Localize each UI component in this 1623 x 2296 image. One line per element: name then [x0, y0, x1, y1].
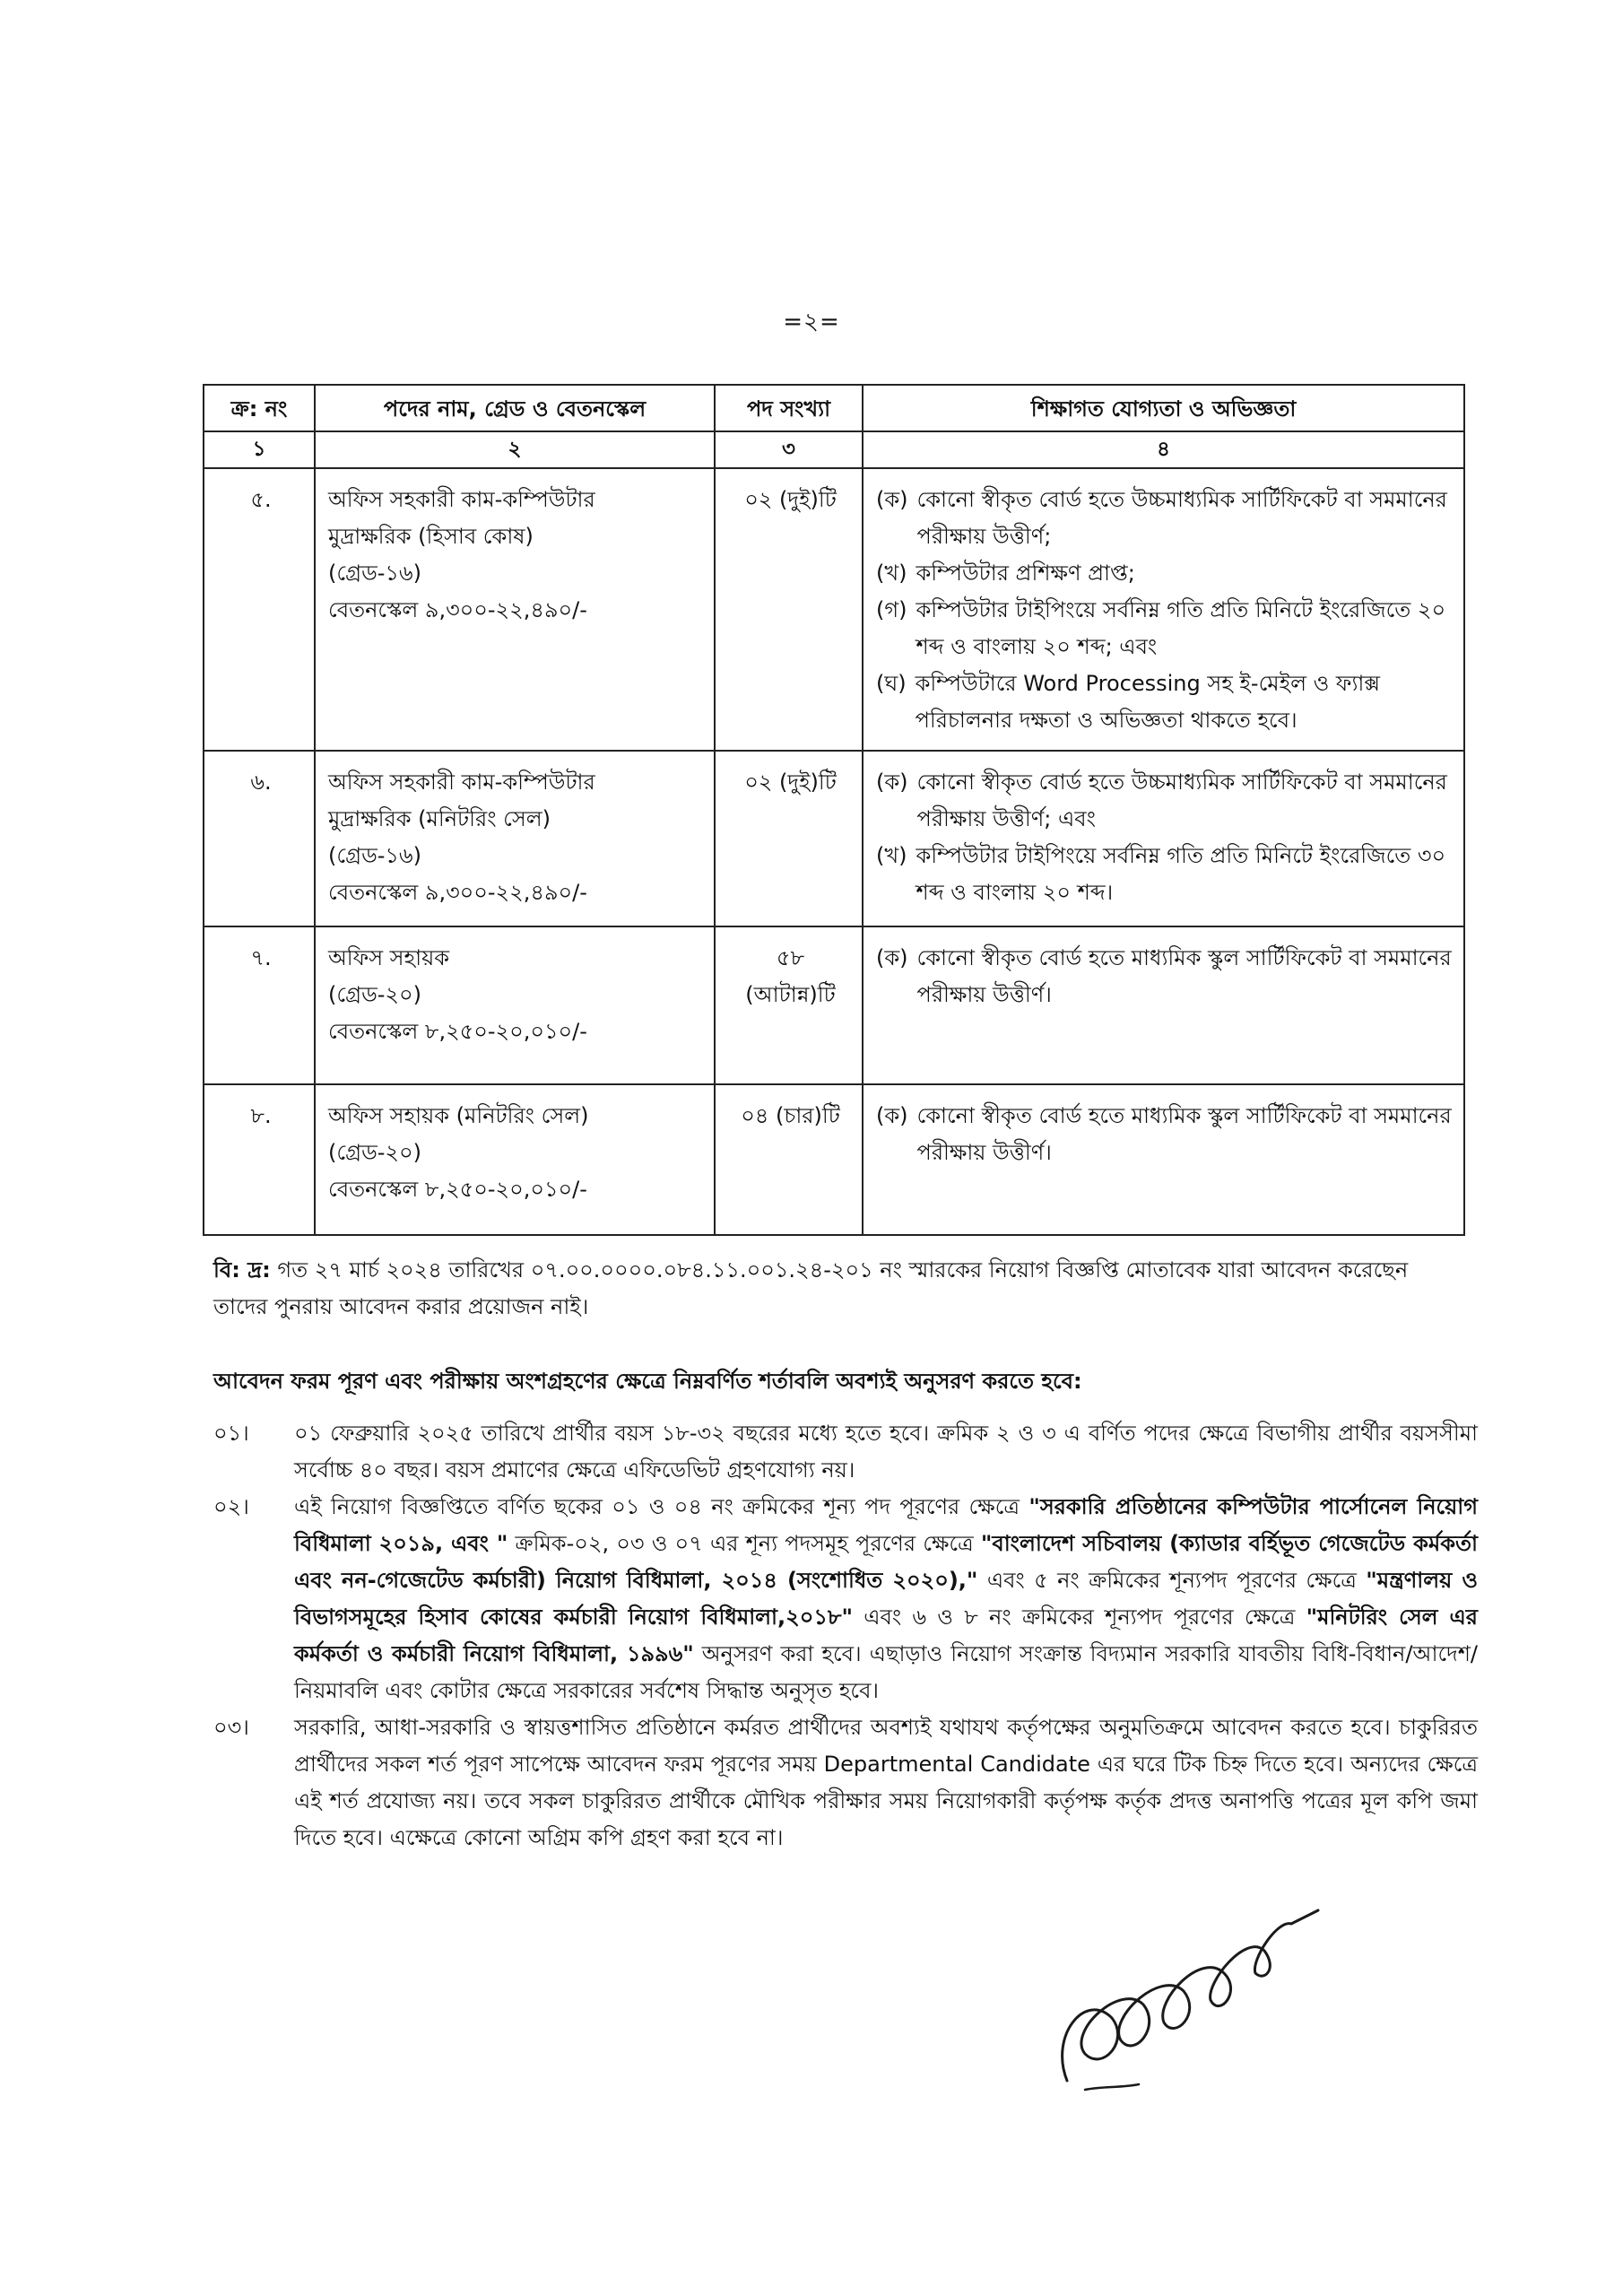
footnote-label: বি: দ্র: — [213, 1257, 271, 1283]
condition-text-part: এবং ৫ নং ক্রমিকের শূন্যপদ পূরণের ক্ষেত্রে — [977, 1568, 1367, 1593]
qualification-item — [876, 555, 1454, 592]
condition-text-part: ক্রমিক-০২, ০৩ ও ০৭ এর শূন্য পদসমূহ পূরণের ক্ষেত্রে — [508, 1531, 981, 1556]
condition-text — [294, 1489, 1478, 1709]
qualification-item — [876, 592, 1454, 665]
post-cell — [315, 751, 715, 926]
column-number-row — [204, 431, 1464, 468]
condition-number: ০৩। — [213, 1715, 249, 1740]
grade-line: (গ্রেড-২০) — [328, 1140, 421, 1165]
column-number: ১ — [204, 431, 315, 468]
condition-item — [213, 1489, 1478, 1709]
handwritten-signature — [1049, 1883, 1336, 2099]
qualification-marker: (গ) — [876, 597, 907, 622]
count-cell — [715, 468, 863, 751]
count-cell — [715, 751, 863, 926]
post-name-line: মুদ্রাক্ষরিক (হিসাব কোষ) — [328, 524, 534, 549]
condition-number: ০১। — [213, 1421, 249, 1446]
pay-scale-line: বেতনস্কেল ৯,৩০০-২২,৪৯০/- — [328, 880, 587, 905]
post-name-line: অফিস সহকারী কাম-কম্পিউটার — [328, 770, 595, 795]
post-count: ০২ (দুই)টি — [744, 770, 837, 795]
footnote-text: গত ২৭ মার্চ ২০২৪ তারিখের ০৭.০০.০০০০.০৮৪.১১.০০১.২৪-২০১ নং স্মারকের নিয়োগ বিজ্ঞপ্তি মোতাবেক যারা আবেদন করেছেন তাদের পুনরায় আবেদন করার প্রয়োজন নাই। — [213, 1257, 1409, 1319]
qualification-marker: (ক) — [876, 1103, 908, 1128]
posts-table — [203, 384, 1465, 1236]
post-count: ৫৮ — [776, 945, 805, 970]
page-number: =২= — [783, 309, 840, 335]
pay-scale-line: বেতনস্কেল ৮,২৫০-২০,০১০/- — [328, 1177, 587, 1202]
post-cell — [315, 1084, 715, 1235]
conditions-list — [213, 1415, 1478, 1857]
rule-name: "সরকারি প্রতিষ্ঠানের কম্পিউটার পার্সোনেল নিয়োগ বিধিমালা ২০১৯, এবং " — [294, 1494, 1478, 1556]
condition-text-part: এবং ৬ ও ৮ নং ক্রমিকের শূন্যপদ পূরণের ক্ষেত্রে — [852, 1605, 1306, 1630]
qualification-marker: (ক) — [876, 770, 908, 795]
qualification-marker: (খ) — [876, 561, 907, 586]
post-name-line: অফিস সহায়ক (মনিটরিং সেল) — [328, 1103, 589, 1128]
post-cell — [315, 926, 715, 1084]
post-count-words: (আটান্ন)টি — [745, 982, 836, 1007]
condition-text-part: এই নিয়োগ বিজ্ঞপ্তিতে বর্ণিত ছকের ০১ ও ০৪ নং ক্রমিকের শূন্য পদ পূরণের ক্ষেত্রে — [294, 1494, 1029, 1519]
column-number: ২ — [315, 431, 715, 468]
grade-line: (গ্রেড-১৬) — [328, 561, 421, 586]
count-cell — [715, 1084, 863, 1235]
qualification-item — [876, 764, 1454, 838]
qualification-cell — [863, 926, 1464, 1084]
column-number: ৪ — [863, 431, 1464, 468]
condition-item — [213, 1415, 1478, 1489]
table-row — [204, 751, 1464, 926]
rule-name: "বাংলাদেশ সচিবালয় (ক্যাডার বর্হিভূত গেজেটেড কর্মকর্তা এবং নন-গেজেটেড কর্মচারী) নিয়োগ বিধিমালা, ২০১৪ (সংশোধিত ২০২০)," — [294, 1531, 1478, 1593]
pay-scale-line: বেতনস্কেল ৮,২৫০-২০,০১০/- — [328, 1019, 587, 1044]
qualification-text: কোনো স্বীকৃত বোর্ড হতে উচ্চমাধ্যমিক সার্টিফিকেট বা সমমানের পরীক্ষায় উত্তীর্ণ; — [916, 487, 1447, 549]
qualification-item — [876, 665, 1454, 739]
qualification-text: কম্পিউটার প্রশিক্ষণ প্রাপ্ত; — [916, 561, 1135, 586]
condition-item — [213, 1709, 1478, 1857]
conditions-heading: আবেদন ফরম পূরণ এবং পরীক্ষায় অংশগ্রহণের ক্ষেত্রে নিম্নবর্ণিত শর্তাবলি অবশ্যই অনুসরণ করতে হবে: — [213, 1369, 1082, 1394]
condition-number: ০২। — [213, 1494, 249, 1519]
qualification-item — [876, 1098, 1454, 1171]
qualification-item — [876, 940, 1454, 1013]
post-cell — [315, 468, 715, 751]
footnote — [213, 1252, 1469, 1326]
header-serial: ক্র: নং — [204, 385, 315, 431]
qualification-marker: (খ) — [876, 843, 907, 868]
qualification-text: কোনো স্বীকৃত বোর্ড হতে মাধ্যমিক স্কুল সার্টিফিকেট বা সমমানের পরীক্ষায় উত্তীর্ণ। — [916, 945, 1452, 1007]
qualification-cell — [863, 1084, 1464, 1235]
condition-text-part: অনুসরণ করা হবে। এছাড়াও নিয়োগ সংক্রান্ত বিদ্যমান সরকারি যাবতীয় বিধি-বিধান/আদেশ/নিয়মাবলি এবং কোটার ক্ষেত্রে সরকারের সর্বশেষ সিদ্ধান্ত অনুসৃত হবে। — [294, 1641, 1478, 1703]
post-count: ০২ (দুই)টি — [744, 487, 837, 512]
post-name-line: মুদ্রাক্ষরিক (মনিটরিং সেল) — [328, 806, 551, 831]
qualification-marker: (ক) — [876, 487, 908, 512]
qualification-marker: (ঘ) — [876, 671, 907, 696]
header-count: পদ সংখ্যা — [715, 385, 863, 431]
post-name-line: অফিস সহায়ক — [328, 945, 450, 970]
grade-line: (গ্রেড-২০) — [328, 982, 421, 1007]
qualification-marker: (ক) — [876, 945, 908, 970]
qualification-text: কম্পিউটার টাইপিংয়ে সর্বনিম্ন গতি প্রতি মিনিটে ইংরেজিতে ৩০ শব্দ ও বাংলায় ২০ শব্দ। — [916, 843, 1446, 905]
serial-cell: ৬. — [204, 751, 315, 926]
rule-name: "মন্ত্রণালয় ও বিভাগসমূহের হিসাব কোষের কর্মচারী নিয়োগ বিধিমালা,২০১৮" — [294, 1568, 1478, 1630]
qualification-item — [876, 838, 1454, 911]
table-row — [204, 926, 1464, 1084]
qualification-text: কম্পিউটার টাইপিংয়ে সর্বনিম্ন গতি প্রতি মিনিটে ইংরেজিতে ২০ শব্দ ও বাংলায় ২০ শব্দ; এবং — [916, 597, 1446, 659]
serial-cell: ৫. — [204, 468, 315, 751]
header-qualification: শিক্ষাগত যোগ্যতা ও অভিজ্ঞতা — [863, 385, 1464, 431]
table-row — [204, 1084, 1464, 1235]
qualification-text: কোনো স্বীকৃত বোর্ড হতে মাধ্যমিক স্কুল সার্টিফিকেট বা সমমানের পরীক্ষায় উত্তীর্ণ। — [916, 1103, 1452, 1165]
serial-cell: ৮. — [204, 1084, 315, 1235]
header-post: পদের নাম, গ্রেড ও বেতনস্কেল — [315, 385, 715, 431]
qualification-item — [876, 482, 1454, 555]
qualification-text: কোনো স্বীকৃত বোর্ড হতে উচ্চমাধ্যমিক সার্টিফিকেট বা সমমানের পরীক্ষায় উত্তীর্ণ; এবং — [916, 770, 1447, 831]
post-count: ০৪ (চার)টি — [741, 1103, 840, 1128]
condition-text: ০১ ফেব্রুয়ারি ২০২৫ তারিখে প্রার্থীর বয়স ১৮-৩২ বছরের মধ্যে হতে হবে। ক্রমিক ২ ও ৩ এ বর্ণিত পদের ক্ষেত্রে বিভাগীয় প্রার্থীর বয়সসীমা সর্বোচ্চ ৪০ বছর। বয়স প্রমাণের ক্ষেত্রে এফিডেভিট গ্রহণযোগ্য নয়। — [294, 1421, 1478, 1483]
count-cell — [715, 926, 863, 1084]
qualification-cell — [863, 468, 1464, 751]
grade-line: (গ্রেড-১৬) — [328, 843, 421, 868]
serial-cell: ৭. — [204, 926, 315, 1084]
pay-scale-line: বেতনস্কেল ৯,৩০০-২২,৪৯০/- — [328, 597, 587, 622]
post-name-line: অফিস সহকারী কাম-কম্পিউটার — [328, 487, 595, 512]
qualification-text: কম্পিউটারে Word Processing সহ ই-মেইল ও ফ্যাক্স পরিচালনার দক্ষতা ও অভিজ্ঞতা থাকতে হবে। — [915, 671, 1381, 733]
table-header-row — [204, 385, 1464, 431]
condition-text: সরকারি, আধা-সরকারি ও স্বায়ত্তশাসিত প্রতিষ্ঠানে কর্মরত প্রার্থীদের অবশ্যই যথাযথ কর্তৃপক্ষের অনুমতিক্রমে আবেদন করতে হবে। চাকুরিরত প্রার্থীদের সকল শর্ত পূরণ সাপেক্ষে আবেদন ফরম পূরণের সময় Departmental Candidate এর ঘরে টিক চিহ্ন দিতে হবে। অন্যদের ক্ষেত্রে এই শর্ত প্রযোজ্য নয়। তবে সকল চাকুরিরত প্রার্থীকে মৌখিক পরীক্ষার সময় নিয়োগকারী কর্তৃপক্ষ কর্তৃক প্রদত্ত অনাপত্তি পত্রের মূল কপি জমা দিতে হবে। এক্ষেত্রে কোনো অগ্রিম কপি গ্রহণ করা হবে না। — [294, 1715, 1479, 1850]
column-number: ৩ — [715, 431, 863, 468]
rule-name: "মনিটরিং সেল এর কর্মকর্তা ও কর্মচারী নিয়োগ বিধিমালা, ১৯৯৬" — [294, 1605, 1479, 1666]
table-row — [204, 468, 1464, 751]
qualification-cell — [863, 751, 1464, 926]
